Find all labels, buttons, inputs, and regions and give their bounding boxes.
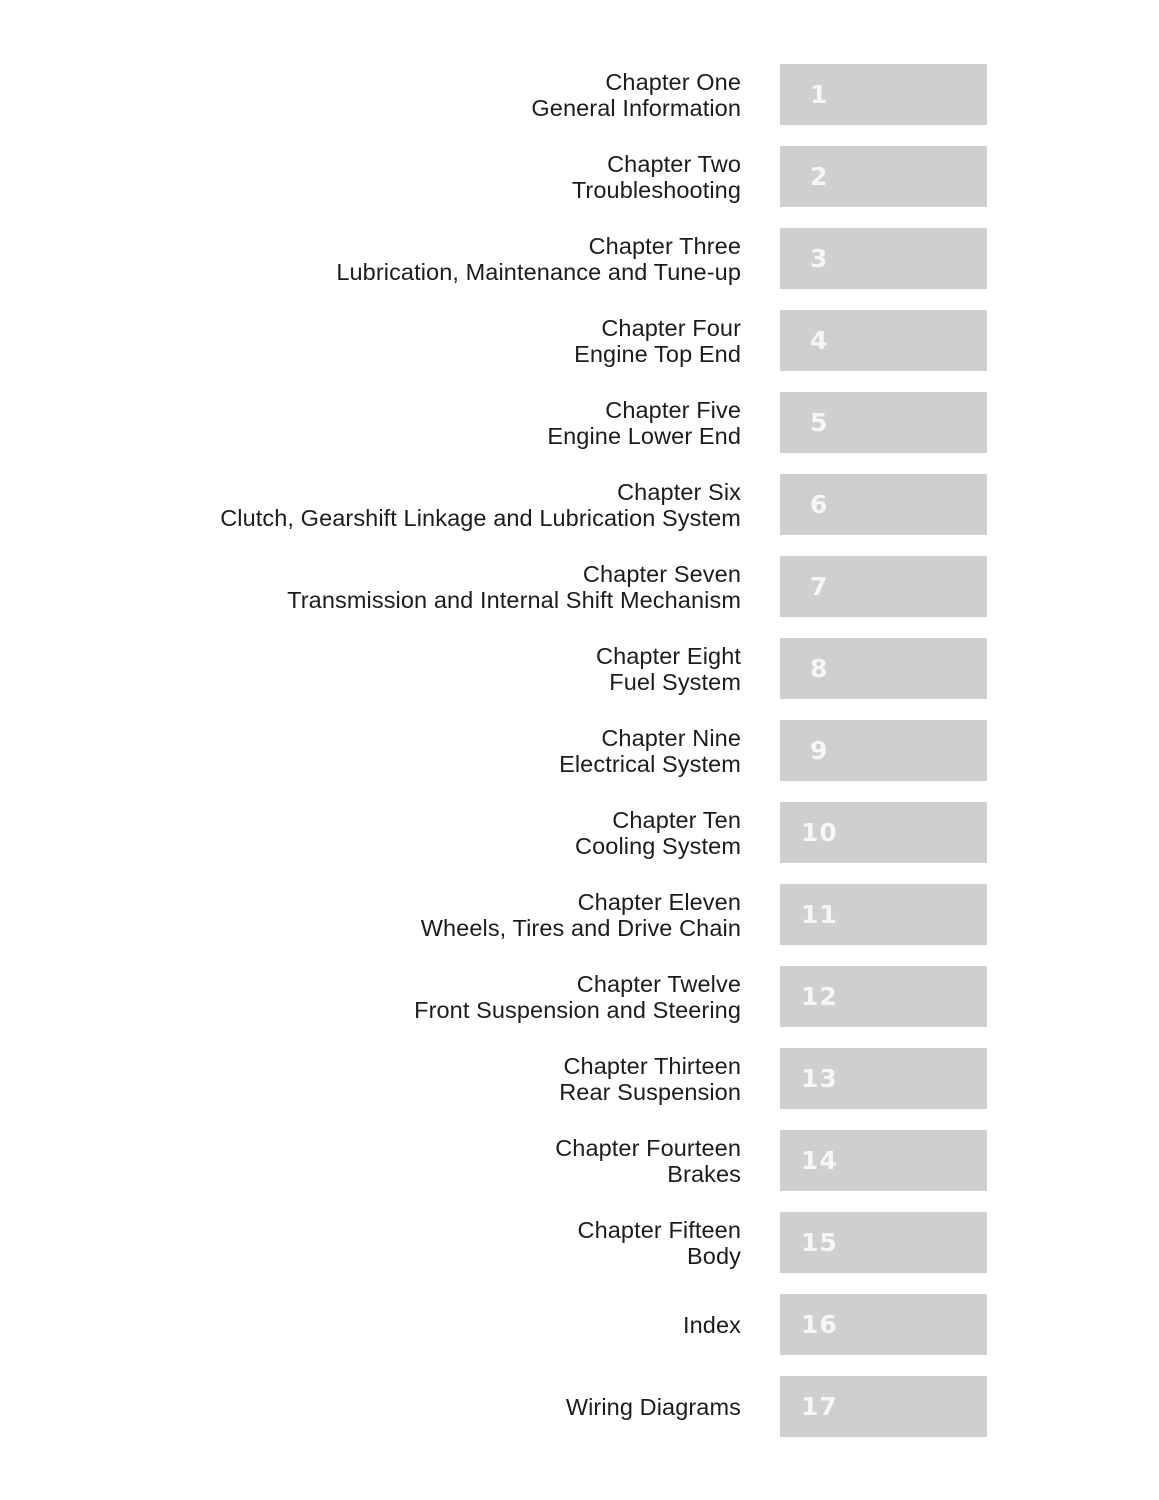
chapter-label: Chapter Twelve bbox=[576, 970, 741, 997]
entry-titles[interactable] bbox=[572, 146, 741, 207]
chapter-tab-1[interactable] bbox=[780, 64, 987, 125]
tab-number: 6 bbox=[810, 490, 829, 519]
entry-titles[interactable] bbox=[220, 474, 741, 535]
entry-titles[interactable] bbox=[559, 1048, 741, 1109]
toc-entry-15 bbox=[0, 1212, 1159, 1273]
tab-number: 15 bbox=[801, 1228, 838, 1257]
tab-number: 5 bbox=[810, 408, 829, 437]
chapter-label: Chapter Six bbox=[617, 478, 741, 505]
chapter-tab-10[interactable] bbox=[780, 802, 987, 863]
chapter-title: Index bbox=[683, 1311, 741, 1338]
toc-entry-12 bbox=[0, 966, 1159, 1027]
chapter-title: Cooling System bbox=[575, 832, 741, 859]
chapter-label: Chapter Three bbox=[588, 232, 741, 259]
entry-titles[interactable] bbox=[531, 64, 741, 125]
entry-titles[interactable] bbox=[596, 638, 741, 699]
toc-entry-6 bbox=[0, 474, 1159, 535]
toc-entry-4 bbox=[0, 310, 1159, 371]
chapter-title: Clutch, Gearshift Linkage and Lubrication System bbox=[220, 504, 741, 531]
tab-number: 16 bbox=[801, 1310, 838, 1339]
toc-entry-16 bbox=[0, 1294, 1159, 1355]
chapter-tab-11[interactable] bbox=[780, 884, 987, 945]
tab-number: 13 bbox=[801, 1064, 838, 1093]
chapter-tab-8[interactable] bbox=[780, 638, 987, 699]
chapter-tab-12[interactable] bbox=[780, 966, 987, 1027]
chapter-tab-6[interactable] bbox=[780, 474, 987, 535]
chapter-label: Chapter Ten bbox=[612, 806, 741, 833]
toc-entry-7 bbox=[0, 556, 1159, 617]
chapter-title: General Information bbox=[531, 94, 741, 121]
chapter-tab-15[interactable] bbox=[780, 1212, 987, 1273]
chapter-label: Chapter One bbox=[605, 68, 741, 95]
tab-number: 2 bbox=[810, 162, 829, 191]
entry-titles[interactable] bbox=[559, 720, 741, 781]
chapter-title: Fuel System bbox=[609, 668, 741, 695]
entry-titles[interactable] bbox=[578, 1212, 741, 1273]
tab-number: 11 bbox=[801, 900, 838, 929]
entry-titles[interactable] bbox=[287, 556, 741, 617]
toc-entry-14 bbox=[0, 1130, 1159, 1191]
tab-number: 12 bbox=[801, 982, 838, 1011]
chapter-tab-4[interactable] bbox=[780, 310, 987, 371]
chapter-title: Brakes bbox=[667, 1160, 741, 1187]
entry-titles[interactable] bbox=[575, 802, 741, 863]
entry-titles[interactable] bbox=[336, 228, 741, 289]
chapter-tab-17[interactable] bbox=[780, 1376, 987, 1437]
toc-entry-1 bbox=[0, 64, 1159, 125]
toc-entry-9 bbox=[0, 720, 1159, 781]
chapter-label: Chapter Eight bbox=[596, 642, 741, 669]
chapter-title: Wiring Diagrams bbox=[565, 1393, 741, 1420]
tab-number: 4 bbox=[810, 326, 829, 355]
chapter-tab-13[interactable] bbox=[780, 1048, 987, 1109]
chapter-title: Body bbox=[687, 1242, 741, 1269]
chapter-tab-9[interactable] bbox=[780, 720, 987, 781]
chapter-title: Wheels, Tires and Drive Chain bbox=[420, 914, 741, 941]
entry-titles[interactable] bbox=[574, 310, 741, 371]
chapter-tab-7[interactable] bbox=[780, 556, 987, 617]
chapter-label: Chapter Nine bbox=[601, 724, 741, 751]
tab-number: 8 bbox=[810, 654, 829, 683]
toc-entry-2 bbox=[0, 146, 1159, 207]
tab-number: 3 bbox=[810, 244, 829, 273]
chapter-title: Engine Top End bbox=[574, 340, 741, 367]
entry-titles[interactable] bbox=[566, 1376, 741, 1437]
entry-titles[interactable] bbox=[414, 966, 741, 1027]
tab-number: 9 bbox=[810, 736, 829, 765]
chapter-label: Chapter Fifteen bbox=[577, 1216, 741, 1243]
tab-number: 7 bbox=[810, 572, 829, 601]
chapter-title: Lubrication, Maintenance and Tune-up bbox=[336, 258, 741, 285]
entry-titles[interactable] bbox=[421, 884, 741, 945]
toc-entry-5 bbox=[0, 392, 1159, 453]
chapter-tab-3[interactable] bbox=[780, 228, 987, 289]
chapter-label: Chapter Five bbox=[605, 396, 741, 423]
chapter-label: Chapter Seven bbox=[582, 560, 741, 587]
toc-entry-17 bbox=[0, 1376, 1159, 1437]
chapter-tab-16[interactable] bbox=[780, 1294, 987, 1355]
entry-titles[interactable] bbox=[683, 1294, 741, 1355]
tab-number: 17 bbox=[801, 1392, 838, 1421]
toc-entry-13 bbox=[0, 1048, 1159, 1109]
chapter-title: Electrical System bbox=[559, 750, 741, 777]
chapter-tab-2[interactable] bbox=[780, 146, 987, 207]
chapter-label: Chapter Two bbox=[607, 150, 741, 177]
chapter-tab-5[interactable] bbox=[780, 392, 987, 453]
chapter-label: Chapter Eleven bbox=[577, 888, 741, 915]
chapter-title: Rear Suspension bbox=[559, 1078, 741, 1105]
chapter-title: Front Suspension and Steering bbox=[414, 996, 741, 1023]
chapter-label: Chapter Thirteen bbox=[563, 1052, 741, 1079]
entry-titles[interactable] bbox=[555, 1130, 741, 1191]
toc-entry-3 bbox=[0, 228, 1159, 289]
entry-titles[interactable] bbox=[547, 392, 741, 453]
chapter-title: Transmission and Internal Shift Mechanism bbox=[287, 586, 741, 613]
toc-entry-11 bbox=[0, 884, 1159, 945]
chapter-title: Engine Lower End bbox=[547, 422, 741, 449]
chapter-label: Chapter Fourteen bbox=[555, 1134, 741, 1161]
toc-entry-8 bbox=[0, 638, 1159, 699]
chapter-label: Chapter Four bbox=[601, 314, 741, 341]
chapter-tab-14[interactable] bbox=[780, 1130, 987, 1191]
tab-number: 1 bbox=[810, 80, 829, 109]
tab-number: 10 bbox=[801, 818, 838, 847]
tab-number: 14 bbox=[801, 1146, 838, 1175]
toc-entry-10 bbox=[0, 802, 1159, 863]
chapter-title: Troubleshooting bbox=[571, 176, 741, 203]
table-of-contents bbox=[0, 64, 1159, 1458]
